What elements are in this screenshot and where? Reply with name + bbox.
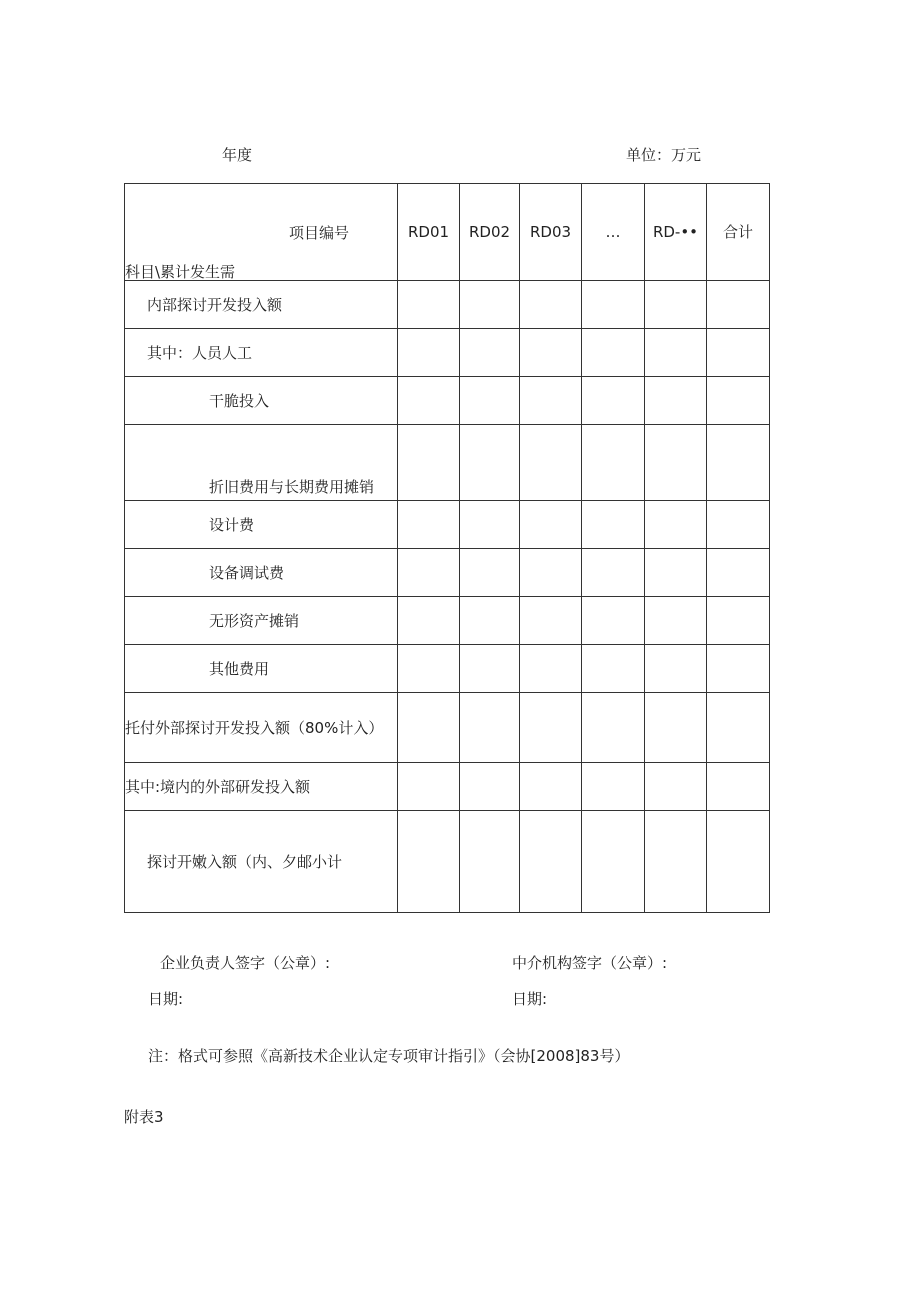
table-row <box>125 549 770 597</box>
table-cell <box>645 425 707 501</box>
table-row <box>125 645 770 693</box>
row-label: 其中：人员人工 <box>125 329 398 377</box>
table-cell <box>460 597 520 645</box>
table-cell <box>645 501 707 549</box>
table-cell <box>520 549 582 597</box>
table-cell <box>582 425 645 501</box>
table-cell <box>645 645 707 693</box>
table-cell <box>582 597 645 645</box>
table-cell <box>460 329 520 377</box>
table-cell <box>707 693 770 763</box>
row-label: 探讨开嫩入额（内、夕邮小计 <box>125 811 398 913</box>
year-label: 年度 <box>222 146 253 164</box>
table-cell <box>707 281 770 329</box>
table-cell <box>398 763 460 811</box>
table-cell <box>582 811 645 913</box>
row-label: 干脆投入 <box>125 377 398 425</box>
table-cell <box>582 645 645 693</box>
table-cell <box>398 377 460 425</box>
table-cell <box>398 597 460 645</box>
table-row <box>125 501 770 549</box>
column-header: RD01 <box>398 184 460 281</box>
column-header: RD02 <box>460 184 520 281</box>
table-row <box>125 597 770 645</box>
table-cell <box>707 645 770 693</box>
table-cell <box>645 693 707 763</box>
table-cell <box>707 811 770 913</box>
table-cell <box>645 281 707 329</box>
table-cell <box>645 549 707 597</box>
table-cell <box>520 645 582 693</box>
table-cell <box>582 329 645 377</box>
table-cell <box>520 693 582 763</box>
table-cell <box>460 549 520 597</box>
unit-label: 单位：万元 <box>626 146 702 164</box>
company-signature-label: 企业负责人签字（公章）: <box>160 954 331 972</box>
table-cell <box>645 597 707 645</box>
table-cell <box>520 329 582 377</box>
row-label: 无形资产摊销 <box>125 597 398 645</box>
corner-bottom-label: 科目\累计发生需 <box>125 263 236 281</box>
table-cell <box>645 329 707 377</box>
appendix-label: 附表3 <box>124 1108 164 1126</box>
table-cell <box>520 377 582 425</box>
company-date-label: 日期: <box>148 990 184 1008</box>
table-row <box>125 763 770 811</box>
row-label: 其中:境内的外部研发投入额 <box>125 763 398 811</box>
corner-top-label: 项目编号 <box>289 224 350 242</box>
table-cell <box>398 811 460 913</box>
table-cell <box>398 501 460 549</box>
table-cell <box>707 329 770 377</box>
column-header: RD-•• <box>645 184 707 281</box>
table-cell <box>707 425 770 501</box>
table-cell <box>520 281 582 329</box>
table-cell <box>645 377 707 425</box>
table-cell <box>645 811 707 913</box>
row-label: 内部探讨开发投入额 <box>125 281 398 329</box>
table-cell <box>460 501 520 549</box>
format-note: 注：格式可参照《高新技术企业认定专项审计指引》（会协[2008]83号） <box>148 1047 630 1065</box>
row-label: 设备调试费 <box>125 549 398 597</box>
table-cell <box>520 597 582 645</box>
table-cell <box>520 425 582 501</box>
table-cell <box>582 763 645 811</box>
column-header: … <box>582 184 645 281</box>
table-row <box>125 281 770 329</box>
table-cell <box>645 763 707 811</box>
table-cell <box>398 693 460 763</box>
row-label: 托付外部探讨开发投入额（80%计入） <box>125 693 398 763</box>
table-cell <box>398 645 460 693</box>
agency-date-label: 日期: <box>512 990 548 1008</box>
table-cell <box>582 377 645 425</box>
table-cell <box>398 425 460 501</box>
table-cell <box>520 763 582 811</box>
table-cell <box>460 763 520 811</box>
table-cell <box>582 501 645 549</box>
table-cell <box>460 645 520 693</box>
table-row <box>125 425 770 501</box>
table-cell <box>582 693 645 763</box>
table-row <box>125 377 770 425</box>
table-cell <box>707 597 770 645</box>
table-cell <box>707 549 770 597</box>
row-label: 设计费 <box>125 501 398 549</box>
table-cell <box>520 811 582 913</box>
column-header: 合计 <box>707 184 770 281</box>
table-cell <box>460 377 520 425</box>
table-cell <box>582 281 645 329</box>
table-cell <box>460 811 520 913</box>
table-cell <box>707 377 770 425</box>
table-cell <box>398 281 460 329</box>
expense-table <box>124 183 770 913</box>
table-cell <box>460 281 520 329</box>
table-cell <box>460 425 520 501</box>
table-cell <box>520 501 582 549</box>
table-cell <box>582 549 645 597</box>
table-cell <box>398 549 460 597</box>
agency-signature-label: 中介机构签字（公章）: <box>512 954 668 972</box>
row-label: 折旧费用与长期费用摊销 <box>125 425 398 501</box>
row-label: 其他费用 <box>125 645 398 693</box>
corner-cell <box>125 184 398 281</box>
table-cell <box>398 329 460 377</box>
table-cell <box>460 693 520 763</box>
table-cell <box>707 763 770 811</box>
column-header: RD03 <box>520 184 582 281</box>
table-row <box>125 329 770 377</box>
table-header-row <box>125 184 770 281</box>
table-cell <box>707 501 770 549</box>
table-row <box>125 811 770 913</box>
table-row <box>125 693 770 763</box>
